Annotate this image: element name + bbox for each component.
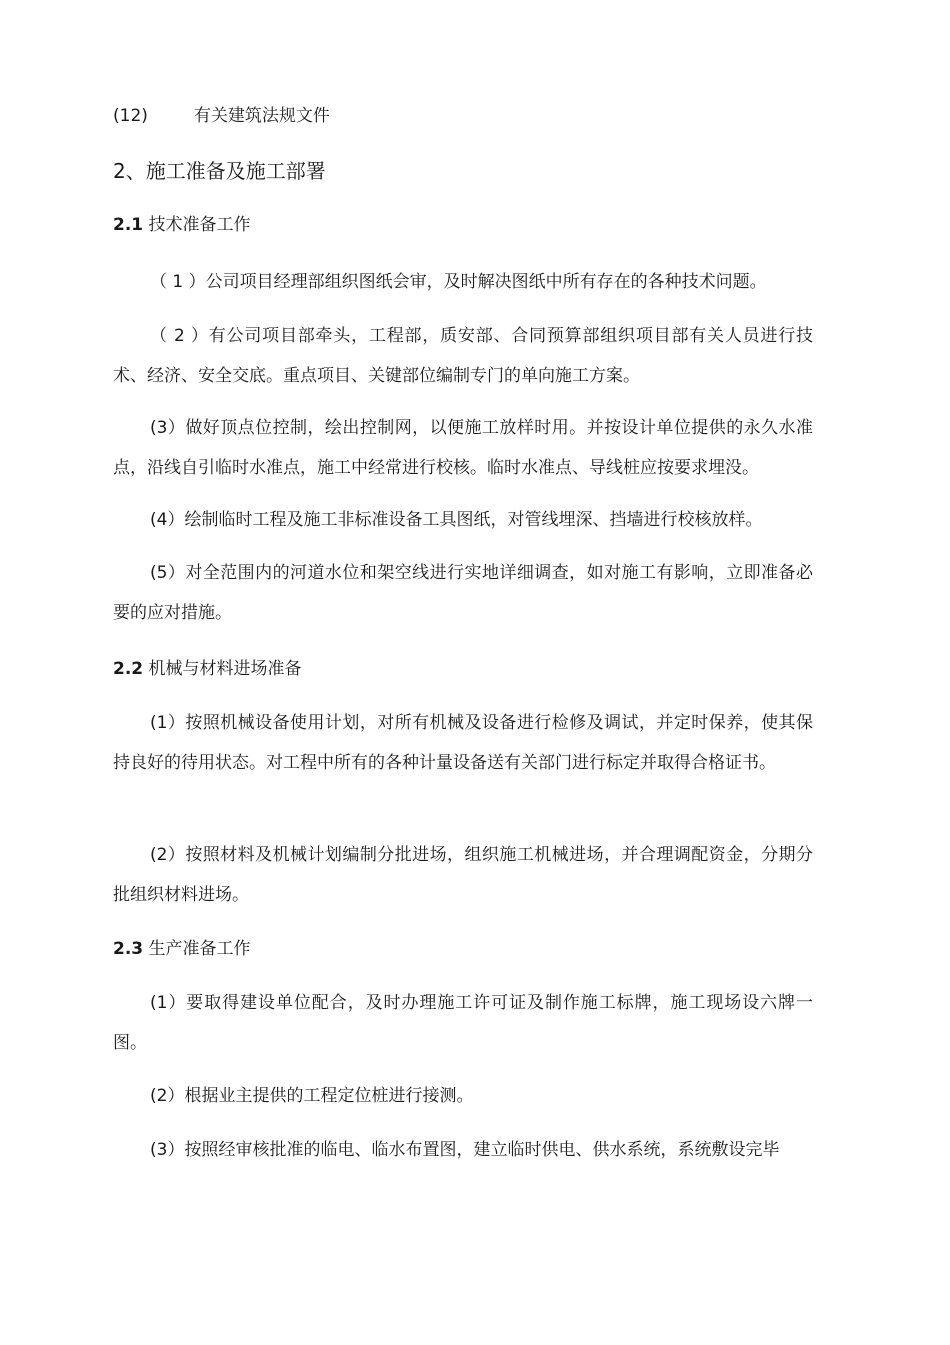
paragraph-2-1-4: (4）绘制临时工程及施工非标准设备工具图纸，对管线埋深、挡墙进行校核放样。 [150,510,763,530]
paragraph-2-2-2: (2）按照材料及机械计划编制分批进场，组织施工机械进场，并合理调配资金，分期分批组织材料进场。 [113,845,813,905]
paragraph-2-3-3: (3）按照经审核批准的临电、临水布置图，建立临时供电、供水系统，系统敷设完毕 [150,1140,780,1160]
subsection-2-1-heading [113,214,251,236]
subsection-number: 2.2 [113,659,144,679]
subsection-title: 生产准备工作 [148,939,251,959]
paragraph-2-3-1: (1）要取得建设单位配合，及时办理施工许可证及制作施工标牌，施工现场设六牌一图。 [113,993,813,1053]
paragraph-2-1-3: (3）做好顶点位控制，绘出控制网，以便施工放样时用。并按设计单位提供的永久水准点，沿线自引临时水准点，施工中经常进行校核。临时水准点、导线桩应按要求埋没。 [113,418,813,478]
paragraph-2-2-1: (1）按照机械设备使用计划，对所有机械及设备进行检修及调试，并定时保养，使其保持良好的待用状态。对工程中所有的各种计量设备送有关部门进行标定并取得合格证书。 [113,713,813,773]
subsection-number: 2.1 [113,215,144,235]
list-item-text: 有关建筑法规文件 [193,106,330,126]
subsection-2-2-heading [113,658,302,680]
section-2-title: 2、施工准备及施工部署 [113,159,326,183]
subsection-2-3-heading [113,938,251,960]
subsection-title: 机械与材料进场准备 [148,659,302,679]
list-item-number: (12) [113,106,148,126]
subsection-number: 2.3 [113,939,144,959]
list-item-12 [113,105,330,127]
paragraph-2-1-5: (5）对全范围内的河道水位和架空线进行实地详细调查，如对施工有影响，立即准备必要的应对措施。 [113,563,813,623]
paragraph-2-3-2: (2）根据业主提供的工程定位桩进行接测。 [150,1086,474,1106]
paragraph-2-1-1: （ 1 ）公司项目经理部组织图纸会审，及时解决图纸中所有存在的各种技术问题。 [150,272,767,292]
subsection-title: 技术准备工作 [148,215,251,235]
paragraph-2-1-2: （ 2 ）有公司项目部牵头，工程部，质安部、合同预算部组织项目部有关人员进行技术、经济、安全交底。重点项目、关键部位编制专门的单向施工方案。 [113,326,813,386]
